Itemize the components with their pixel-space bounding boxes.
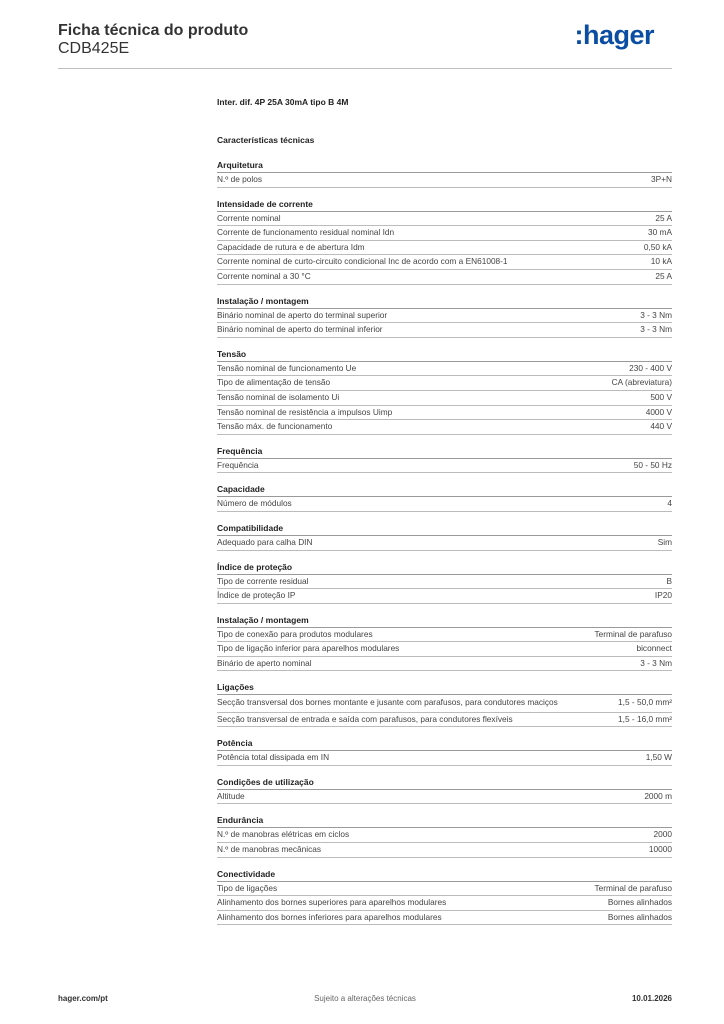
spec-label: Corrente nominal a 30 °C: [217, 270, 311, 281]
spec-label: Secção transversal de entrada e saída com parafusos, para condutores flexíveis: [217, 713, 513, 724]
spec-value: 3 - 3 Nm: [640, 324, 672, 335]
spec-row: [217, 459, 672, 474]
spec-value: biconnect: [636, 643, 672, 654]
spec-group-title: Arquitetura: [217, 158, 672, 173]
spec-group-title: Ligações: [217, 680, 672, 695]
spec-value: 50 - 50 Hz: [633, 459, 672, 470]
spec-group: [217, 736, 672, 766]
section-title: Características técnicas: [217, 135, 315, 145]
spec-value: 1,50 W: [645, 752, 672, 763]
spec-value: Sim: [657, 536, 672, 547]
spec-label: Corrente nominal de curto-circuito condicional Inc de acordo com a EN61008-1: [217, 256, 508, 267]
spec-row: [217, 309, 672, 324]
spec-value: 2000: [653, 829, 672, 840]
spec-group: [217, 813, 672, 857]
footer-notice: Sujeito a alterações técnicas: [314, 994, 416, 1003]
spec-group: [217, 560, 672, 604]
spec-row: [217, 657, 672, 672]
spec-value: B: [666, 575, 672, 586]
spec-row: [217, 628, 672, 643]
spec-row: [217, 575, 672, 590]
spec-group-title: Compatibilidade: [217, 521, 672, 536]
spec-group: [217, 680, 672, 727]
spec-group-title: Capacidade: [217, 482, 672, 497]
spec-group: [217, 482, 672, 512]
spec-row: [217, 362, 672, 377]
spec-label: Capacidade de rutura e de abertura Idm: [217, 241, 365, 252]
spec-label: Tensão nominal de funcionamento Ue: [217, 362, 357, 373]
spec-value: 440 V: [650, 421, 672, 432]
spec-label: Frequência: [217, 459, 259, 470]
spec-row: [217, 497, 672, 512]
spec-label: Adequado para calha DIN: [217, 536, 313, 547]
spec-group: [217, 775, 672, 805]
spec-group-title: Frequência: [217, 444, 672, 459]
spec-value: 25 A: [655, 270, 672, 281]
spec-content: [217, 96, 672, 934]
spec-row: [217, 911, 672, 926]
spec-value: 25 A: [655, 212, 672, 223]
spec-label: Corrente de funcionamento residual nominal Idn: [217, 227, 395, 238]
spec-value: 3 - 3 Nm: [640, 309, 672, 320]
spec-row: [217, 751, 672, 766]
spec-label: Corrente nominal: [217, 212, 281, 223]
spec-value: 4000 V: [645, 406, 672, 417]
spec-row: [217, 270, 672, 285]
spec-groups: [217, 158, 672, 925]
spec-label: Altitude: [217, 790, 245, 801]
spec-value: 10 kA: [650, 256, 672, 267]
spec-label: Binário de aperto nominal: [217, 657, 312, 668]
spec-label: Tipo de alimentação de tensão: [217, 377, 331, 388]
spec-row: [217, 212, 672, 227]
hager-logo: :hager: [574, 20, 654, 50]
spec-group-title: Tensão: [217, 347, 672, 362]
spec-group: [217, 867, 672, 926]
product-code: CDB425E: [58, 40, 130, 57]
spec-label: Tensão máx. de funcionamento: [217, 421, 333, 432]
spec-row: [217, 391, 672, 406]
spec-label: Tipo de conexão para produtos modulares: [217, 628, 373, 639]
spec-value: 1,5 - 50,0 mm²: [618, 696, 672, 707]
spec-value: 3P+N: [651, 174, 672, 184]
spec-group-title: Conectividade: [217, 867, 672, 882]
spec-row: [217, 226, 672, 241]
spec-row: [217, 173, 672, 188]
spec-row: [217, 323, 672, 338]
spec-group: [217, 294, 672, 338]
spec-group: [217, 521, 672, 551]
spec-group: [217, 158, 672, 188]
spec-group: [217, 197, 672, 285]
spec-value: Bornes alinhados: [607, 897, 672, 908]
page-footer: [58, 994, 672, 1008]
spec-value: 1,5 - 16,0 mm²: [618, 713, 672, 724]
spec-label: Tipo de ligação inferior para aparelhos modulares: [217, 643, 400, 654]
document-title: Ficha técnica do produto: [58, 22, 249, 39]
spec-label: Tensão nominal de resistência a impulsos Uimp: [217, 406, 393, 417]
spec-row: [217, 896, 672, 911]
spec-row: [217, 713, 672, 728]
spec-group: [217, 444, 672, 474]
spec-label: Número de módulos: [217, 498, 292, 509]
footer-date: 10.01.2026: [631, 994, 672, 1003]
spec-row: [217, 589, 672, 604]
spec-label: Secção transversal dos bornes montante e jusante com parafusos, para condutores maciços: [217, 696, 558, 707]
spec-label: Potência total dissipada em IN: [217, 752, 330, 763]
spec-row: [217, 790, 672, 805]
spec-label: N.º de manobras elétricas em ciclos: [217, 829, 350, 840]
spec-value: Terminal de parafuso: [594, 882, 672, 893]
spec-group-title: Potência: [217, 736, 672, 751]
spec-label: Índice de proteção IP: [217, 590, 296, 601]
spec-group-title: Condições de utilização: [217, 775, 672, 790]
product-description: Inter. dif. 4P 25A 30mA tipo B 4M: [217, 97, 349, 107]
spec-row: [217, 406, 672, 421]
spec-label: Tensão nominal de isolamento Ui: [217, 391, 340, 402]
spec-row: [217, 536, 672, 551]
page-header: [58, 20, 672, 69]
spec-value: IP20: [654, 590, 672, 601]
spec-value: 0,50 kA: [643, 241, 672, 252]
spec-value: 4: [667, 498, 672, 509]
spec-row: [217, 828, 672, 843]
footer-website: hager.com/pt: [58, 994, 108, 1003]
spec-row: [217, 420, 672, 435]
spec-label: Tipo de ligações: [217, 882, 278, 893]
spec-value: 30 mA: [648, 227, 672, 238]
spec-group-title: Intensidade de corrente: [217, 197, 672, 212]
spec-row: [217, 882, 672, 897]
spec-group-title: Instalação / montagem: [217, 294, 672, 309]
spec-group-title: Endurância: [217, 813, 672, 828]
spec-value: CA (abreviatura): [611, 377, 672, 388]
spec-label: N.º de polos: [217, 174, 263, 184]
spec-value: 230 - 400 V: [629, 362, 672, 373]
spec-value: Bornes alinhados: [607, 911, 672, 922]
spec-value: 500 V: [650, 391, 672, 402]
spec-label: N.º de manobras mecânicas: [217, 843, 322, 854]
spec-row: [217, 695, 672, 712]
spec-group: [217, 347, 672, 435]
spec-group-title: Instalação / montagem: [217, 613, 672, 628]
spec-value: 10000: [648, 843, 672, 854]
spec-row: [217, 241, 672, 256]
spec-value: 2000 m: [644, 790, 672, 801]
spec-value: 3 - 3 Nm: [640, 657, 672, 668]
spec-label: Tipo de corrente residual: [217, 575, 309, 586]
spec-value: Terminal de parafuso: [594, 628, 672, 639]
spec-row: [217, 843, 672, 858]
spec-row: [217, 255, 672, 270]
spec-row: [217, 642, 672, 657]
spec-group-title: Índice de proteção: [217, 560, 672, 575]
spec-row: [217, 376, 672, 391]
spec-label: Alinhamento dos bornes inferiores para aparelhos modulares: [217, 911, 442, 922]
spec-group: [217, 613, 672, 672]
spec-label: Binário nominal de aperto do terminal inferior: [217, 324, 383, 335]
spec-label: Alinhamento dos bornes superiores para aparelhos modulares: [217, 897, 447, 908]
spec-label: Binário nominal de aperto do terminal superior: [217, 309, 388, 320]
